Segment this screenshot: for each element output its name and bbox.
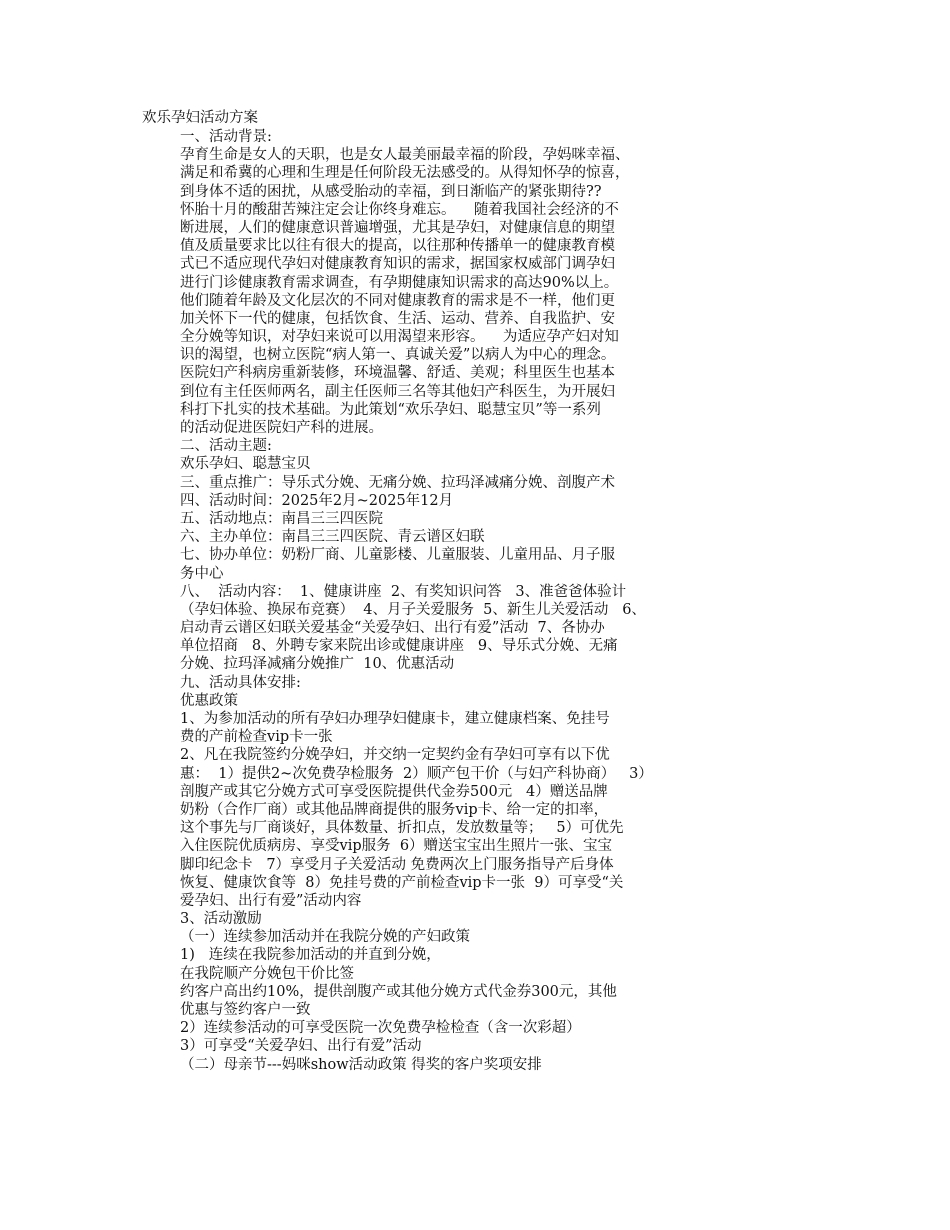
text-line: 五、活动地点：南昌三三四医院 [180, 510, 383, 527]
text-line: （孕妇体验、换尿布竞赛） 4、月子关爱服务 5、新生儿关爱活动 6、 [180, 601, 646, 618]
text-line: 的活动促进医院妇产科的进展。 [180, 420, 383, 436]
text-line: 加关怀下一代的健康，包括饮食、生活、运动、营养、自我监护、安 [180, 310, 615, 327]
text-line: 3、活动激励 [180, 911, 262, 928]
text-line: 八、 活动内容： 1、健康讲座 2、有奖知识问答 3、准爸爸体验计 [180, 583, 627, 600]
text-line: 约客户高出约10%，提供剖腹产或其他分娩方式代金券300元，其他 [180, 983, 617, 1000]
text-line: 四、活动时间：2025年2月~2025年12月 [180, 492, 454, 509]
text-line: （一）连续参加活动并在我院分娩的产妇政策 [180, 929, 470, 946]
text-line: 欢乐孕妇、聪慧宝贝 [180, 456, 311, 473]
text-line: 三、重点推广：导乐式分娩、无痛分娩、拉玛泽减痛分娩、剖腹产术 [180, 474, 615, 491]
text-line: 2、凡在我院签约分娩孕妇，并交纳一定契约金有孕妇可享有以下优 [180, 747, 610, 764]
document-title: 欢乐孕妇活动方案 [142, 110, 258, 126]
text-line: 脚印纪念卡 7）享受月子关爱活动 免费两次上门服务指导产后身体 [180, 856, 614, 873]
text-line: （二）母亲节---妈咪show活动政策 得奖的客户奖项安排 [180, 1056, 542, 1073]
text-line: 惠： 1）提供2~次免费孕检服务 2）顺产包干价（与妇产科协商） 3） [180, 765, 653, 782]
text-line: 3）可享受“关爱孕妇、出行有爱”活动 [180, 1038, 422, 1055]
text-line: 2）连续参活动的可享受医院一次免费孕检检查（含一次彩超） [180, 1020, 581, 1037]
text-line: 二、活动主题: [180, 438, 272, 455]
text-line: 识的渴望，也树立医院“病人第一、真诚关爱”以病人为中心的理念。 [180, 347, 616, 364]
text-line: 优惠政策 [180, 692, 238, 709]
text-line: 优惠与签约客户一致 [180, 1002, 311, 1018]
text-line: 九、活动具体安排: [180, 674, 301, 691]
text-line: 入住医院优质病房、享受vip服务 6）赠送宝宝出生照片一张、宝宝 [180, 838, 613, 855]
text-line: 一、活动背景: [180, 129, 272, 145]
text-line: 满足和希冀的心理和生理是任何阶段无法感受的。从得知怀孕的惊喜， [180, 165, 630, 182]
text-line: 剖腹产或其它分娩方式可享受医院提供代金券500元 4）赠送品牌 [180, 783, 608, 800]
text-line: 医院妇产科病房重新装修，环境温馨、舒适、美观；科里医生也基本 [180, 365, 615, 382]
text-line: 分娩、拉玛泽减痛分娩推广 10、优惠活动 [180, 656, 455, 673]
text-line: 断进展，人们的健康意识普遍增强，尤其是孕妇，对健康信息的期望 [180, 219, 615, 236]
text-line: 恢复、健康饮食等 8）免挂号费的产前检查vip卡一张 9）可享受“关 [180, 874, 624, 891]
text-line: 科打下扎实的技术基础。为此策划“欢乐孕妇、聪慧宝贝”等一系列 [180, 401, 601, 418]
text-line: 1) 连续在我院参加活动的并直到分娩， [180, 947, 441, 964]
text-line: 孕育生命是女人的天职，也是女人最美丽最幸福的阶段，孕妈咪幸福、 [180, 147, 630, 164]
text-line: 到身体不适的困扰，从感受胎动的幸福，到日渐临产的紧张期待?? [180, 183, 602, 200]
text-line: 怀胎十月的酸甜苦辣注定会让你终身难忘。 随着我国社会经济的不 [180, 201, 619, 218]
text-line: 务中心 [180, 565, 224, 582]
text-line: 费的产前检查vip卡一张 [180, 729, 333, 746]
text-line: 到位有主任医师两名，副主任医师三名等其他妇产科医生，为开展妇 [180, 383, 615, 400]
text-line: 奶粉（合作厂商）或其他品牌商提供的服务vip卡、给一定的扣率， [180, 801, 609, 818]
text-line: 值及质量要求比以往有很大的提高，以往那种传播单一的健康教育模 [180, 238, 615, 255]
text-line: 全分娩等知识，对孕妇来说可以用渴望来形容。 为适应孕产妇对知 [180, 329, 619, 346]
text-line: 在我院顺产分娩包干价比签 [180, 965, 354, 982]
text-line: 六、主办单位：南昌三三四医院、青云谱区妇联 [180, 529, 485, 546]
text-line: 七、协办单位：奶粉厂商、儿童影楼、儿童服装、儿童用品、月子服 [180, 547, 615, 564]
text-line: 他们随着年龄及文化层次的不同对健康教育的需求是不一样，他们更 [180, 292, 615, 309]
text-line: 单位招商 8、外聘专家来院出诊或健康讲座 9、导乐式分娩、无痛 [180, 638, 618, 655]
document-body [180, 128, 740, 1074]
text-line: 式已不适应现代孕妇对健康教育知识的需求，据国家权威部门调孕妇 [180, 256, 615, 273]
text-line: 1、为参加活动的所有孕妇办理孕妇健康卡，建立健康档案、免挂号 [180, 711, 610, 727]
text-line: 启动青云谱区妇联关爱基金“关爱孕妇、出行有爱”活动 7、各协办 [180, 620, 605, 637]
text-line: 进行门诊健康教育需求调查，有孕期健康知识需求的高达90%以上。 [180, 274, 619, 291]
text-line: 爱孕妇、出行有爱”活动内容 [180, 892, 362, 909]
text-line: 这个事先与厂商谈好，具体数量、折扣点，发放数量等； 5）可优先 [180, 820, 624, 837]
